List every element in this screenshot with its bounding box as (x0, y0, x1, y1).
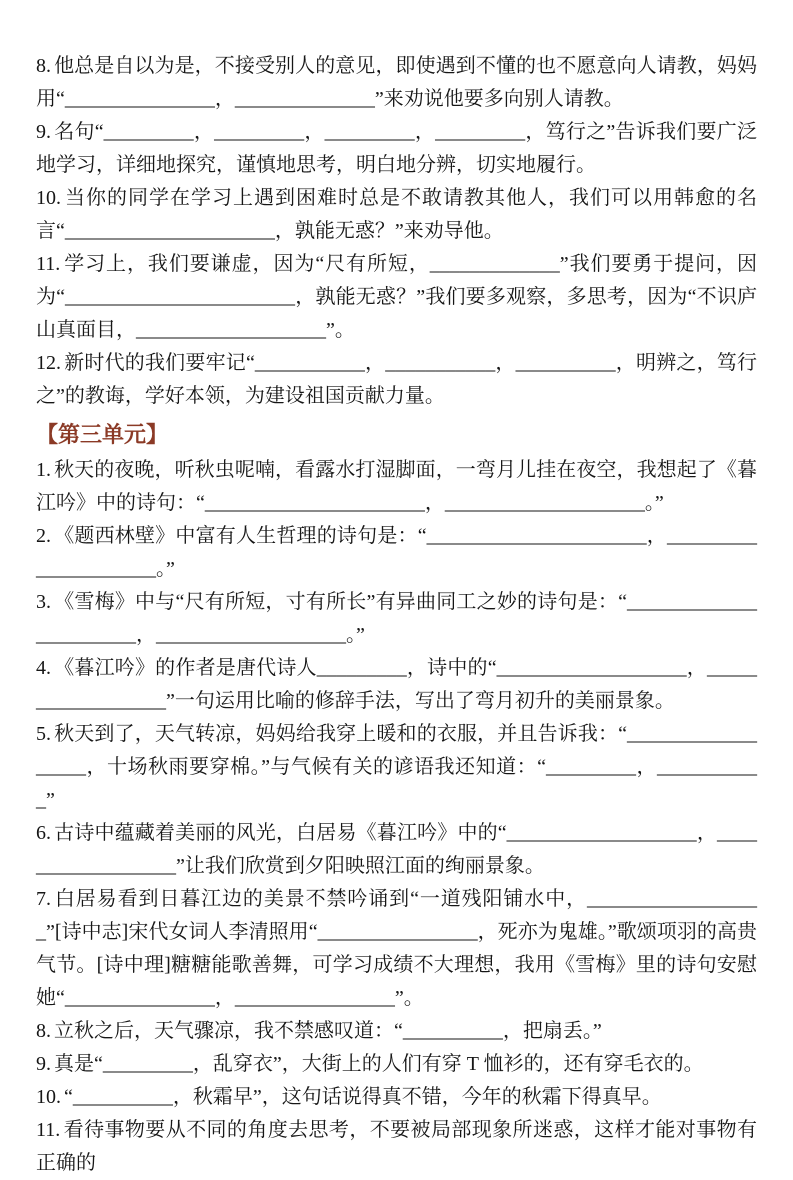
question-text: 立秋之后，天气骤凉，我不禁感叹道：“__________，把扇丢。” (54, 1020, 602, 1042)
question-number: 8. (36, 55, 51, 77)
question-unit3-9 (36, 1048, 757, 1081)
question-number: 8. (36, 1020, 51, 1042)
question-unit3-2 (36, 520, 757, 586)
question-text: 当你的同学在学习上遇到困难时总是不敢请教其他人，我们可以用韩愈的名言“_____________________，孰能无惑？”来劝导他。 (36, 187, 757, 242)
question-intro-10 (36, 182, 757, 248)
question-intro-11 (36, 248, 757, 347)
question-number: 11. (36, 1119, 61, 1141)
question-number: 5. (36, 723, 51, 745)
question-unit3-7 (36, 883, 757, 1015)
question-unit3-10 (36, 1081, 757, 1114)
question-number: 4. (36, 657, 51, 679)
question-number: 10. (36, 1086, 61, 1108)
question-unit3-1 (36, 454, 757, 520)
question-text: 古诗中蕴藏着美丽的风光，白居易《暮江吟》中的“___________________，__________________”让我们欣赏到夕阳映照江面的绚丽景象。 (36, 822, 757, 877)
question-number: 7. (36, 888, 51, 910)
question-intro-9 (36, 116, 757, 182)
question-text: 真是“_________，乱穿衣”，大街上的人们有穿 T 恤衫的，还有穿毛衣的。 (54, 1053, 704, 1075)
question-text: 《题西林壁》中富有人生哲理的诗句是：“______________________，_____________________。” (36, 525, 757, 580)
question-number: 10. (36, 187, 61, 209)
question-number: 12. (36, 352, 61, 374)
question-text: 《雪梅》中与“尺有所短，寸有所长”有异曲同工之妙的诗句是：“_______________________，___________________。” (36, 591, 757, 646)
question-text: 秋天到了，天气转凉，妈妈给我穿上暖和的衣服，并且告诉我：“__________________，十场秋雨要穿棉。”与气候有关的谚语我还知道：“_________，___________” (36, 723, 757, 811)
question-text: 新时代的我们要牢记“___________，___________，__________，明辨之，笃行之”的教诲，学好本领，为建设祖国贡献力量。 (36, 352, 757, 407)
question-number: 9. (36, 121, 51, 143)
question-number: 6. (36, 822, 51, 844)
question-text: 他总是自以为是，不接受别人的意见，即使遇到不懂的也不愿意向人请教，妈妈用“_______________，______________”来劝说他要多向别人请教。 (36, 55, 757, 110)
question-text: 看待事物要从不同的角度去思考，不要被局部现象所迷惑，这样才能对事物有正确的 (36, 1119, 757, 1174)
question-unit3-11 (36, 1114, 757, 1180)
question-text: 名句“_________，_________，_________，_________，笃行之”告诉我们要广泛地学习，详细地探究，谨慎地思考，明白地分辨，切实地履行。 (36, 121, 757, 176)
unit3-section-header: 【第三单元】 (36, 422, 169, 447)
question-number: 1. (36, 459, 51, 481)
question-unit3-3 (36, 586, 757, 652)
question-intro-8 (36, 50, 757, 116)
question-unit3-6 (36, 817, 757, 883)
question-text: 学习上，我们要谦虚，因为“尺有所短，_____________”我们要勇于提问，因为“_______________________，孰能无惑？”我们要多观察，多思考，因为“不识庐山真面目，___________________”。 (36, 253, 757, 341)
question-unit3-5 (36, 718, 757, 817)
question-text: 《暮江吟》的作者是唐代诗人_________，诗中的“___________________，__________________”一句运用比喻的修辞手法，写出了弯月初升的美丽景象。 (36, 657, 757, 712)
question-text: 秋天的夜晚，听秋虫呢喃，看露水打湿脚面，一弯月儿挂在夜空，我想起了《暮江吟》中的诗句：“______________________，____________________。” (36, 459, 757, 514)
question-unit3-8 (36, 1015, 757, 1048)
question-number: 9. (36, 1053, 51, 1075)
question-intro-12 (36, 347, 757, 413)
question-text: “__________，秋霜早”，这句话说得真不错，今年的秋霜下得真早。 (64, 1086, 662, 1108)
question-text: 白居易看到日暮江边的美景不禁吟诵到“一道残阳铺水中，__________________”[诗中志]宋代女词人李清照用“________________，死亦为鬼雄。”歌颂项羽的高贵气节。[诗中理]糖糖能歌善舞，可学习成绩不大理想，我用《雪梅》里的诗句安慰她“_______________，________________”。 (36, 888, 757, 1009)
question-unit3-4 (36, 652, 757, 718)
question-number: 11. (36, 253, 61, 275)
question-number: 2. (36, 525, 51, 547)
question-number: 3. (36, 591, 51, 613)
